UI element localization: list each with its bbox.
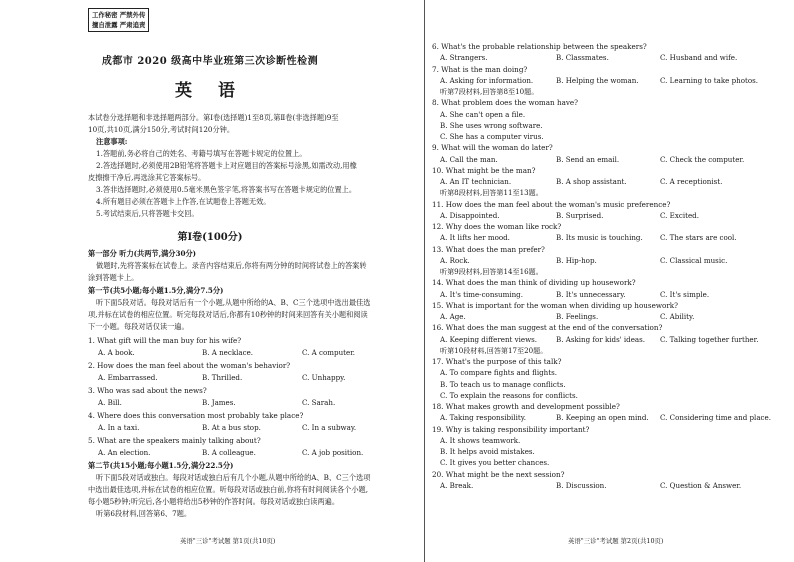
option: B. Its music is touching. [556,233,643,243]
option: C. To explain the reasons for conflicts. [440,390,578,400]
question: 13. What does the man prefer? [432,244,545,254]
sec2-instr: 听第6段材料,回答第6、7题。 [96,509,192,518]
option: C. A job position. [302,448,364,457]
option: C. Considering time and place. [660,413,771,423]
question: 18. What makes growth and development possible? [432,402,620,411]
option: A. Bill. [98,398,122,407]
option: B. Hip-hop. [556,255,597,265]
option: A. To compare fights and flights. [440,368,557,378]
option: A. Taking responsibility. [440,413,527,423]
option: B. Asking for kids' ideas. [556,334,646,344]
question: 6. What's the probable relationship between the speakers? [432,42,647,51]
option: A. Asking for information. [440,75,534,85]
option: B. A necklace. [202,348,254,357]
part1-instr: 涂到答题卡上。 [88,273,139,282]
option: A. It lifts her mood. [440,233,510,243]
question: 10. What might be the man? [432,165,536,175]
option: A. Embarrassed. [98,373,158,382]
option: A. An IT technician. [440,177,512,186]
question: 9. What will the woman do later? [432,143,553,153]
intro-line: 10页,共10页,满分150分,考试时间120分钟。 [88,125,235,134]
material-note: 听第8段材料,回答第11至13题。 [440,188,543,198]
stamp-line-2: 擅自泄露 严肃追责 [92,21,146,29]
part1-heading: 第一部分 听力(共两节,满分30分) [88,249,197,258]
question: 11. How does the man feel about the woman's music preference? [432,199,671,209]
question: 3. Who was sad about the news? [88,386,207,395]
option: A. It's time-consuming. [440,289,523,299]
intro-line: 3.答非选择题时,必须使用0.5毫米黑色签字笔,将答案书写在答题卡规定的位置上。 [96,185,357,194]
option: B. Discussion. [556,480,607,490]
intro-line: 4.所有题目必须在答题卡上作答,在试题卷上答题无效。 [96,197,271,206]
sec2-instr: 中选出最佳选项,并标在试卷的相应位置。听每段对话或独白前,你将有时间阅读各个小题, [88,485,368,494]
option: B. Helping the woman. [556,75,639,85]
question: 4. Where does this conversation most probably take place? [88,411,304,420]
confidential-stamp [88,8,149,32]
sec2-instr: 听下面5段对话或独白。每段对话或独白后有几个小题,从题中所给的A、B、C三个选项 [96,473,371,482]
exam-title: 成都市 2020 级高中毕业班第三次诊断性检测 [101,56,319,67]
intro-line: 5.考试结束后,只将答题卡交回。 [96,209,199,218]
question: 20. What might be the next session? [432,469,565,479]
option: C. In a subway. [302,423,357,432]
option: C. Excited. [660,210,699,220]
option: C. Sarah. [302,398,336,407]
page-divider [424,0,425,562]
intro-line: 2.答选择题时,必须使用2B铅笔将答题卡上对应题目的答案标号涂黑,如需改动,用橡 [96,161,357,170]
sec2-instr: 每小题5秒钟;听完后,各小题将给出5秒钟的作答时间。每段对话或独白读两遍。 [88,497,340,506]
option: C. Check the computer. [660,154,745,164]
sec1-heading: 第一节(共5小题;每小题1.5分,满分7.5分) [88,286,224,295]
question: 19. Why is taking responsibility important? [432,424,590,434]
question: 15. What is important for the woman when dividing up housework? [432,300,678,310]
option: A. In a taxi. [98,423,140,432]
option: A. Keeping different views. [440,334,538,344]
option: A. Break. [440,480,474,490]
subject-title: 英 语 [175,81,245,101]
sec1-instr: 听下面5段对话。每段对话后有一个小题,从题中所给的A、B、C三个选项中选出最佳选 [96,298,371,307]
option: B. James. [202,398,236,407]
option: A. Disappointed. [440,210,500,220]
option: A. A book. [98,348,135,357]
material-note: 听第7段材料,回答第8至10题。 [440,87,539,96]
question: 7. What is the man doing? [432,64,528,74]
option: C. It gives you better chances. [440,458,550,468]
right-page [428,0,794,562]
question: 14. What does the man think of dividing up housework? [432,278,636,288]
option: C. Classical music. [660,255,728,265]
option: A. Rock. [440,255,470,265]
option: C. Question & Answer. [660,480,742,490]
intro-line: 本试卷分选择题和非选择题两部分。第Ⅰ卷(选择题)1至8页,第Ⅱ卷(非选择题)9至 [88,113,339,122]
notes-heading: 注意事项: [96,137,128,146]
option: A. Strangers. [440,53,488,63]
question: 5. What are the speakers mainly talking about? [88,436,261,445]
option: C. Talking together further. [660,334,759,344]
option: B. To teach us to manage conflicts. [440,379,566,389]
option: C. It's simple. [660,289,710,299]
option: A. Call the man. [440,154,498,164]
volume-title: 第Ⅰ卷(100分) [177,232,243,243]
option: C. Husband and wife. [660,53,738,63]
option: C. She has a computer virus. [440,132,544,141]
question: 2. How does the man feel about the woman's behavior? [88,361,291,370]
option: A. She can't open a file. [440,109,526,119]
stamp-line-1: 工作秘密 严禁外传 [92,11,146,19]
option: B. It's unnecessary. [556,289,626,299]
option: B. Keeping an open mind. [556,413,649,423]
option: C. Ability. [660,312,695,321]
part1-instr: 做题时,先将答案标在试卷上。录音内容结束后,你将有两分钟的时间将试卷上的答案转 [96,261,367,270]
option: A. Age. [440,312,466,321]
page-footer: 英语"三诊"考试题 第2页(共10页) [568,537,664,545]
option: B. A colleague. [202,448,256,457]
sec1-instr: 下一小题。每段对话仅读一遍。 [88,322,189,331]
option: B. It helps avoid mistakes. [440,447,535,456]
sec1-instr: 项,并标在试卷的相应位置。听完每段对话后,你都有10秒钟的时间来回答有关小题和阅读 [88,310,368,319]
option: C. Unhappy. [302,373,346,382]
option: C. A receptionist. [660,177,723,186]
question: 1. What gift will the man buy for his wife? [88,336,242,345]
option: A. It shows teamwork. [440,435,521,445]
intro-line: 皮擦擦干净后,再选涂其它答案标号。 [88,173,206,182]
option: C. The stars are cool. [660,233,737,243]
option: B. Surprised. [556,210,604,220]
page-footer: 英语"三诊"考试题 第1页(共10页) [180,537,276,545]
option: B. Feelings. [556,312,599,321]
question: 17. What's the purpose of this talk? [432,357,562,366]
option: B. A shop assistant. [556,177,627,186]
option: B. Thrilled. [202,373,243,382]
option: B. Classmates. [556,53,609,63]
option: B. She uses wrong software. [440,120,543,130]
option: B. At a bus stop. [202,423,261,432]
question: 16. What does the man suggest at the end of the conversation? [432,323,663,333]
sec2-heading: 第二节(共15小题;每小题1.5分,满分22.5分) [88,461,234,470]
material-note: 听第9段材料,回答第14至16题。 [440,267,543,276]
option: C. Learning to take photos. [660,75,759,85]
option: A. An election. [98,448,151,457]
question: 8. What problem does the woman have? [432,98,579,108]
option: C. A computer. [302,348,356,357]
material-note: 听第10段材料,回答第17至20题。 [440,345,548,355]
option: B. Send an email. [556,154,620,164]
intro-line: 1.答题前,务必将自己的姓名、考籍号填写在答题卡规定的位置上。 [96,149,307,158]
question: 12. Why does the woman like rock? [432,222,562,231]
